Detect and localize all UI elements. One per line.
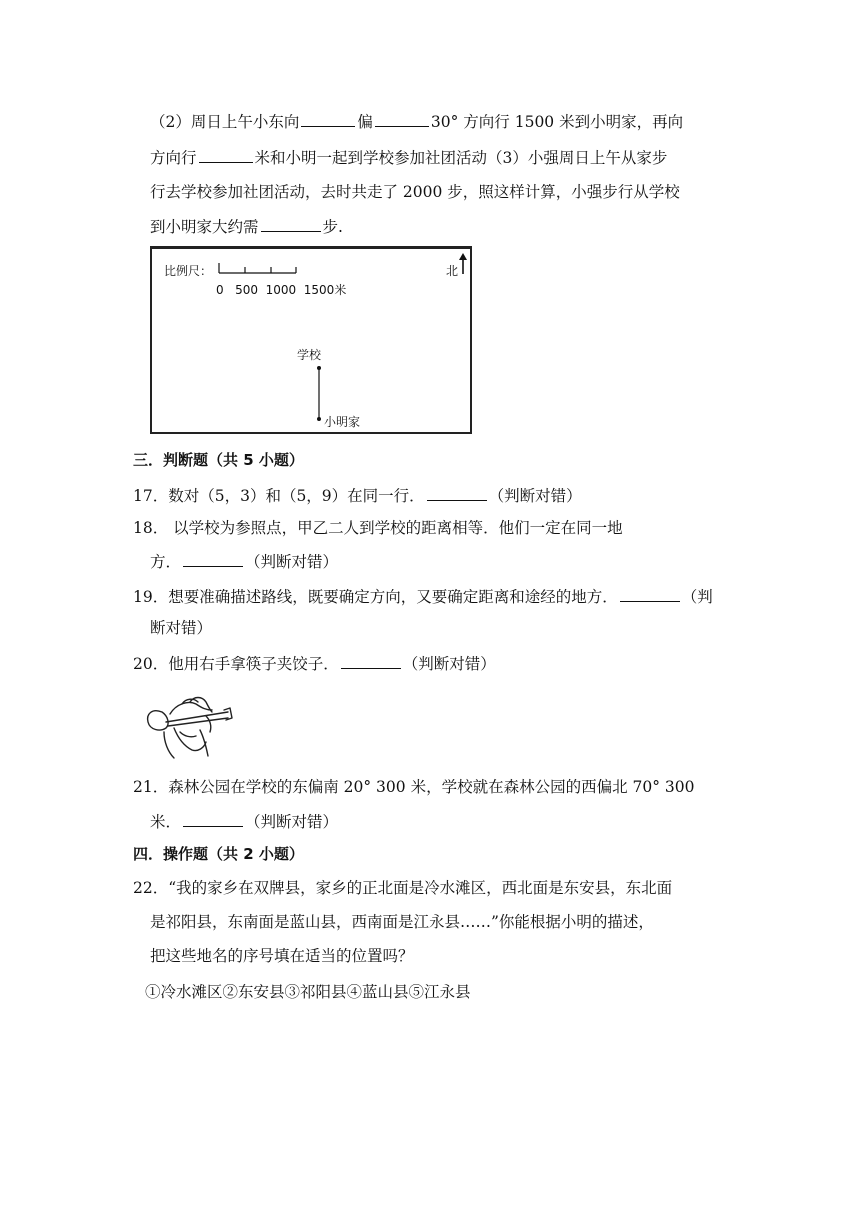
- map-figure: [150, 246, 472, 434]
- scale-label: 比例尺：: [164, 264, 213, 278]
- school-label: 学校: [297, 348, 322, 362]
- blank-q20[interactable]: [341, 651, 401, 669]
- route-line-icon: [315, 365, 323, 423]
- q19-line1: 19．想要准确描述路线，既要确定方向，又要确定距离和途经的地方． （判: [133, 584, 713, 608]
- blank-steps[interactable]: [261, 214, 321, 232]
- q17: 17．数对（5，3）和（5，9）在同一行． （判断对错）: [133, 483, 582, 507]
- section-3-heading: 三．判断题（共 5 小题）: [133, 451, 304, 469]
- q22-line3: 把这些地名的序号填在适当的位置吗？: [150, 947, 414, 965]
- blank-distance[interactable]: [199, 145, 253, 163]
- blank-direction-1[interactable]: [301, 109, 355, 127]
- blank-direction-2[interactable]: [375, 109, 429, 127]
- q18-line1: 18． 以学校为参照点，甲乙二人到学校的距离相等．他们一定在同一地: [133, 519, 623, 537]
- blank-q17[interactable]: [427, 483, 487, 501]
- q21-line1: 21．森林公园在学校的东偏南 20° 300 米，学校就在森林公园的西偏北 70° 300: [133, 778, 695, 796]
- blank-q19[interactable]: [620, 584, 680, 602]
- blank-q21[interactable]: [183, 809, 243, 827]
- q22-line2: 是祁阳县，东南面是蓝山县，西南面是江永县……”你能根据小明的描述，: [150, 913, 654, 931]
- section-4-heading: 四．操作题（共 2 小题）: [133, 845, 304, 863]
- north-arrow-icon: [458, 253, 468, 275]
- q16-line1: （2）周日上午小东向 偏 30° 方向行 1500 米到小明家，再向: [150, 109, 683, 133]
- q19-line2: 断对错）: [150, 619, 213, 637]
- hand-chopsticks-icon: [140, 688, 235, 760]
- q22-line1: 22．“我的家乡在双牌县，家乡的正北面是冷水滩区，西北面是东安县，东北面: [133, 879, 673, 897]
- q16-line2: 方向行 米和小明一起到学校参加社团活动（3）小强周日上午从家步: [150, 145, 667, 169]
- q16-line3: 行去学校参加社团活动，去时共走了 2000 步，照这样计算，小强步行从学校: [150, 183, 680, 201]
- q16-line4: 到小明家大约需 步.: [150, 214, 343, 238]
- q18-line2: 方． （判断对错）: [150, 549, 338, 573]
- q21-line2: 米． （判断对错）: [150, 809, 338, 833]
- q22-options: ①冷水滩区②东安县③祁阳县④蓝山县⑤江永县: [145, 983, 471, 1001]
- scale-bar-icon: [218, 261, 300, 275]
- scale-ticks: 0 500 1000 1500米: [216, 283, 347, 297]
- blank-q18[interactable]: [183, 549, 243, 567]
- home-label: 小明家: [324, 415, 361, 429]
- q20: 20．他用右手拿筷子夹饺子． （判断对错）: [133, 651, 496, 675]
- north-label: 北: [446, 264, 459, 278]
